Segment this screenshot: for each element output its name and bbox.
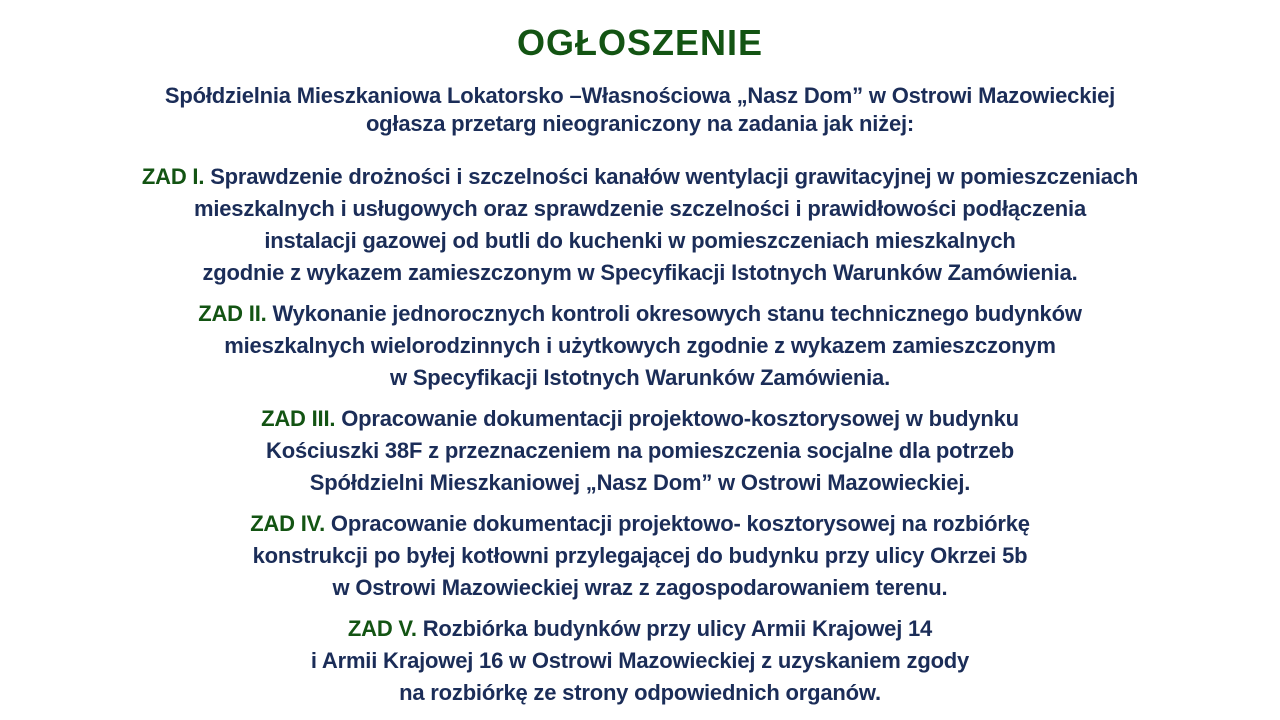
task-line: w Specyfikacji Istotnych Warunków Zamówienia. (390, 365, 890, 390)
task-text-zad-4: Opracowanie dokumentacji projektowo- kosztorysowej na rozbiórkę (330, 511, 1030, 536)
task-line: Spółdzielni Mieszkaniowej „Nasz Dom” w Ostrowi Mazowieckiej. (309, 470, 971, 495)
task-line: zgodnie z wykazem zamieszczonym w Specyfikacji Istotnych Warunków Zamówienia. (202, 260, 1078, 285)
task-line: na rozbiórkę ze strony odpowiednich organów. (399, 680, 881, 705)
task-zad-3 (30, 403, 1250, 499)
task-zad-4 (30, 508, 1250, 604)
task-first-line (30, 613, 1250, 645)
announcement-title: OGŁOSZENIE (516, 22, 764, 63)
task-label-zad-3: ZAD III. (261, 406, 336, 431)
task-line: i Armii Krajowej 16 w Ostrowi Mazowieckiej z uzyskaniem zgody (310, 648, 970, 673)
task-first-line (30, 161, 1250, 193)
task-label-zad-1: ZAD I. (141, 164, 205, 189)
task-line: mieszkalnych wielorodzinnych i użytkowych zgodnie z wykazem zamieszczonym (224, 333, 1056, 358)
task-label-zad-5: ZAD V. (347, 616, 417, 641)
task-line: Kościuszki 38F z przeznaczeniem na pomieszczenia socjalne dla potrzeb (266, 438, 1014, 463)
task-first-line (30, 403, 1250, 435)
task-line: konstrukcji po byłej kotłowni przylegającej do budynku przy ulicy Okrzei 5b (252, 543, 1028, 568)
task-text-zad-1: Sprawdzenie drożności i szczelności kanałów wentylacji grawitacyjnej w pomieszczeniach (210, 164, 1139, 189)
intro-paragraph (30, 82, 1250, 138)
task-label-zad-2: ZAD II. (198, 301, 267, 326)
task-line: w Ostrowi Mazowieckiej wraz z zagospodarowaniem terenu. (332, 575, 948, 600)
task-text-zad-3: Opracowanie dokumentacji projektowo-kosztorysowej w budynku (341, 406, 1019, 431)
task-first-line (30, 298, 1250, 330)
task-text-zad-5: Rozbiórka budynków przy ulicy Armii Krajowej 14 (422, 616, 933, 641)
task-line: instalacji gazowej od butli do kuchenki w pomieszczeniach mieszkalnych (264, 228, 1016, 253)
task-zad-5 (30, 613, 1250, 709)
task-text-zad-2: Wykonanie jednorocznych kontroli okresowych stanu technicznego budynków (272, 301, 1082, 326)
intro-line-2: ogłasza przetarg nieograniczony na zadania jak niżej: (365, 111, 915, 136)
task-first-line (30, 508, 1250, 540)
task-zad-2 (30, 298, 1250, 394)
task-line: mieszkalnych i usługowych oraz sprawdzenie szczelności i prawidłowości podłączenia (194, 196, 1086, 221)
intro-line-1: Spółdzielnia Mieszkaniowa Lokatorsko –Własnościowa „Nasz Dom” w Ostrowi Mazowieckiej (164, 83, 1116, 108)
task-zad-1 (30, 161, 1250, 289)
task-label-zad-4: ZAD IV. (250, 511, 325, 536)
